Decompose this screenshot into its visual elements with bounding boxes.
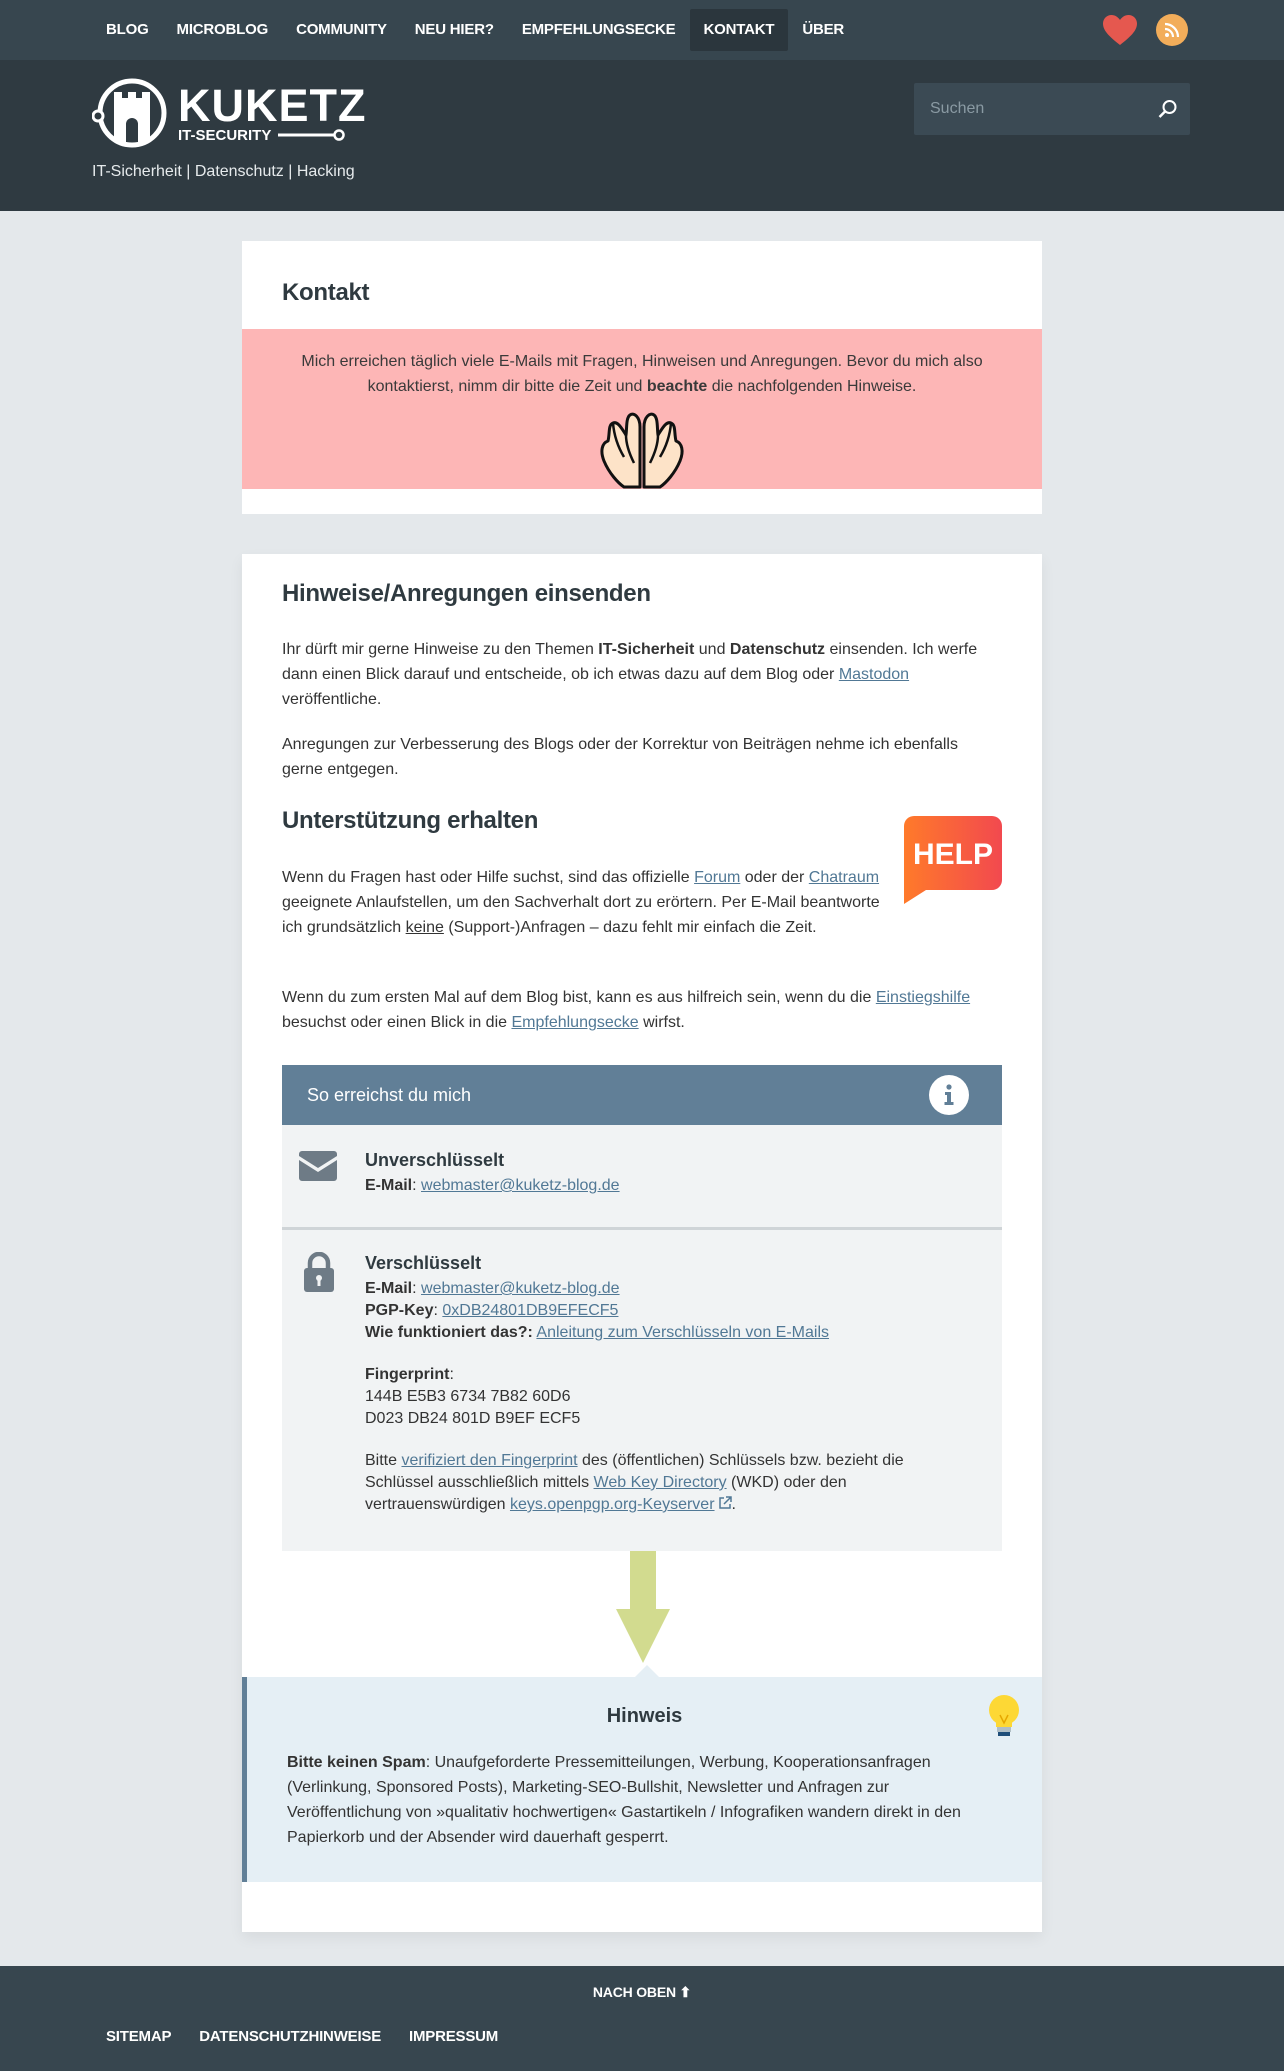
hints-paragraph-1 bbox=[282, 637, 1002, 712]
search-input[interactable] bbox=[914, 83, 1134, 135]
arrow-down-icon bbox=[616, 1551, 670, 1663]
intro-card bbox=[242, 241, 1042, 514]
back-to-top-link[interactable]: NACH OBEN ⬆ bbox=[592, 1984, 692, 2000]
hints-bold-it-security: IT-Sicherheit bbox=[598, 641, 695, 658]
verify-note-text: des (öffentlichen) Schlüssels bzw. bezieht die Schlüssel ausschließlich mittels bbox=[365, 1452, 904, 1491]
mastodon-link[interactable]: Mastodon bbox=[838, 666, 910, 683]
notice-notch bbox=[635, 1665, 659, 1677]
support-text: besuchst oder einen Blick in die bbox=[282, 1014, 512, 1031]
support-text: oder der bbox=[740, 869, 809, 886]
forum-link[interactable]: Forum bbox=[694, 869, 741, 886]
heart-icon[interactable] bbox=[1102, 14, 1138, 46]
contact-box bbox=[282, 1065, 1002, 1551]
castle-logo-icon bbox=[92, 78, 172, 148]
help-icon-label: HELP bbox=[912, 838, 994, 871]
site-header bbox=[0, 60, 1284, 211]
chatraum-link[interactable]: Chatraum bbox=[808, 869, 880, 886]
hints-text: einsenden. Ich werfe dann einen Blick darauf und entscheide, ob ich etwas dazu auf dem Blog oder bbox=[282, 641, 978, 683]
encryption-guide-link[interactable]: Anleitung zum Verschlüsseln von E-Mails bbox=[536, 1324, 829, 1341]
contact-box-title: So erreichst du mich bbox=[307, 1084, 472, 1105]
empfehlungsecke-link[interactable]: Empfehlungsecke bbox=[511, 1014, 639, 1031]
keyserver-link[interactable]: keys.openpgp.org-Keyserver bbox=[509, 1496, 715, 1513]
logo-title: KUKETZ bbox=[178, 79, 367, 131]
encrypted-title: Verschlüsselt bbox=[365, 1253, 482, 1273]
intro-text-bold: beachte bbox=[646, 378, 708, 395]
hints-paragraph-2: Anregungen zur Verbesserung des Blogs oder der Korrektur von Beiträgen nehme ich ebenfalls gerne entgegen. bbox=[282, 736, 958, 778]
verify-note-text: . bbox=[731, 1496, 736, 1513]
support-text: Wenn du zum ersten Mal auf dem Blog bist, kann es aus hilfreich sein, wenn du die bbox=[282, 989, 876, 1006]
email-label: E-Mail bbox=[365, 1280, 413, 1297]
unencrypted-title: Unverschlüsselt bbox=[365, 1150, 505, 1170]
site-footer bbox=[0, 1966, 1284, 2071]
section-title-hints: Hinweise/Anregungen einsenden bbox=[282, 580, 651, 607]
search-icon[interactable] bbox=[1158, 99, 1178, 119]
footer-link-impressum[interactable]: IMPRESSUM bbox=[409, 2028, 499, 2045]
nav-item-kontakt[interactable]: KONTAKT bbox=[690, 9, 789, 51]
support-text: (Support-)Anfragen – dazu fehlt mir einfach die Zeit. bbox=[443, 919, 817, 936]
fingerprint-line-1: 144B E5B3 6734 7B82 60D6 bbox=[365, 1388, 571, 1405]
encrypted-email-link[interactable]: webmaster@kuketz-blog.de bbox=[421, 1280, 620, 1297]
pgp-key-line: PGP-Key: 0xDB24801DB9EFECF5 bbox=[365, 1302, 619, 1319]
section-title-support: Unterstützung erhalten bbox=[282, 807, 539, 834]
page-title: Kontakt bbox=[282, 279, 370, 306]
support-paragraph-1 bbox=[282, 865, 887, 940]
social-icons bbox=[1102, 14, 1188, 46]
nav-item-microblog[interactable]: MICROBLOG bbox=[176, 21, 269, 38]
nav-item-community[interactable]: COMMUNITY bbox=[296, 21, 387, 38]
pgp-key-label: PGP-Key bbox=[365, 1302, 434, 1319]
footer-links bbox=[92, 2028, 512, 2045]
how-to-label: Wie funktioniert das?: bbox=[365, 1324, 533, 1341]
contact-encrypted bbox=[282, 1230, 1002, 1551]
hints-text: Ihr dürft mir gerne Hinweise zu den Themen bbox=[282, 641, 599, 658]
help-icon bbox=[904, 816, 1002, 904]
rss-icon[interactable] bbox=[1156, 14, 1188, 46]
lightbulb-icon bbox=[986, 1693, 1022, 1741]
footer-link-datenschutz[interactable]: DATENSCHUTZHINWEISE bbox=[199, 2028, 382, 2045]
support-text: geeignete Anlaufstellen, um den Sachverhalt dort zu erörtern. Per E-Mail beantworte ich grundsätzlich bbox=[282, 894, 880, 936]
contact-box-header bbox=[282, 1065, 1002, 1125]
support-text: wirfst. bbox=[638, 1014, 685, 1031]
email-label: E-Mail bbox=[365, 1177, 413, 1194]
fingerprint-label: Fingerprint bbox=[365, 1366, 450, 1383]
hints-bold-privacy: Datenschutz bbox=[729, 641, 826, 658]
intro-text-part1: Mich erreichen täglich viele E-Mails mit Fragen, Hinweisen und Anregungen. Bevor du mich also kontaktierst, nimm dir bitte die Zeit und bbox=[301, 353, 983, 395]
content-card bbox=[242, 554, 1042, 1932]
nav-item-ueber[interactable]: ÜBER bbox=[802, 21, 845, 38]
notice-text bbox=[287, 1750, 1002, 1850]
top-navigation bbox=[0, 0, 1284, 60]
support-paragraph-2 bbox=[282, 985, 1002, 1035]
notice-body: : Unaufgeforderte Pressemitteilungen, Werbung, Kooperationsanfragen (Verlinkung, Sponsored Posts), Marketing-SEO-Bullshit, Newsletter und Anfragen zur Veröffentlichung von »qualitativ hochwertigen« Gastartikeln / Infografiken wandern direkt in den Papierkorb und der Absender wird dauerhaft gesperrt. bbox=[287, 1754, 961, 1846]
how-to-line bbox=[365, 1322, 972, 1344]
nav-item-neu-hier[interactable]: NEU HIER? bbox=[414, 21, 494, 38]
wkd-link[interactable]: Web Key Directory bbox=[593, 1474, 727, 1491]
intro-notice bbox=[242, 329, 1042, 489]
notice-title: Hinweis bbox=[606, 1705, 683, 1727]
nav-item-blog[interactable]: BLOG bbox=[106, 21, 149, 38]
verify-note-text: (WKD) oder den vertrauenswürdigen bbox=[365, 1474, 847, 1513]
fingerprint-label-line: Fingerprint: bbox=[365, 1366, 454, 1383]
verify-note bbox=[365, 1450, 972, 1516]
logo-subtitle: IT-SECURITY bbox=[178, 126, 272, 144]
hints-text: und bbox=[694, 641, 730, 658]
pgp-key-link[interactable]: 0xDB24801DB9EFECF5 bbox=[442, 1302, 619, 1319]
intro-text-part2: die nachfolgenden Hinweise. bbox=[707, 378, 917, 395]
notice-bold: Bitte keinen Spam bbox=[287, 1754, 426, 1771]
logo-line-icon bbox=[276, 129, 346, 141]
unencrypted-email-link[interactable]: webmaster@kuketz-blog.de bbox=[421, 1177, 620, 1194]
fingerprint-line-2: D023 DB24 801D B9EF ECF5 bbox=[365, 1410, 581, 1427]
nav-item-empfehlungsecke[interactable]: EMPFEHLUNGSECKE bbox=[521, 21, 676, 38]
praying-hands-icon bbox=[596, 407, 688, 489]
search-box bbox=[914, 83, 1190, 135]
external-link-icon bbox=[718, 1496, 732, 1510]
support-text: Wenn du Fragen hast oder Hilfe suchst, sind das offizielle bbox=[282, 869, 695, 886]
support-underline-keine: keine bbox=[405, 919, 444, 936]
verify-note-text: Bitte bbox=[365, 1452, 402, 1469]
hints-text: veröffentliche. bbox=[282, 691, 382, 708]
contact-unencrypted bbox=[282, 1125, 1002, 1230]
lock-icon bbox=[304, 1252, 334, 1292]
envelope-icon bbox=[299, 1151, 337, 1181]
site-tagline: IT-Sicherheit | Datenschutz | Hacking bbox=[92, 163, 355, 180]
encrypted-email-line: E-Mail: webmaster@kuketz-blog.de bbox=[365, 1280, 620, 1297]
verify-fingerprint-link[interactable]: verifiziert den Fingerprint bbox=[401, 1452, 578, 1469]
footer-link-sitemap[interactable]: SITEMAP bbox=[106, 2028, 172, 2045]
spam-notice bbox=[242, 1677, 1042, 1882]
einstiegshilfe-link[interactable]: Einstiegshilfe bbox=[875, 989, 971, 1006]
info-icon bbox=[929, 1075, 969, 1115]
unencrypted-email-line: E-Mail: webmaster@kuketz-blog.de bbox=[365, 1177, 620, 1194]
